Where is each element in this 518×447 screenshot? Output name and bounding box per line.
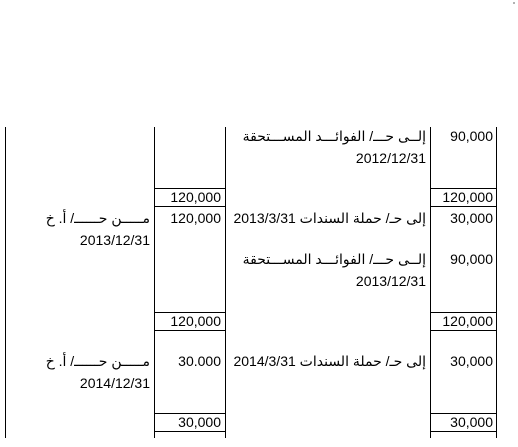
credit-row1-description: إلــى حـــ/ الفوائـــد المســـتحقة bbox=[242, 128, 426, 144]
debit-total2: 120,000 bbox=[170, 313, 221, 329]
credit-row1-date: 2012/12/31 bbox=[355, 150, 426, 166]
debit-total3: 30,000 bbox=[178, 414, 221, 430]
right-border-line bbox=[496, 127, 497, 438]
debit-total1-rule-bottom bbox=[154, 206, 225, 207]
credit-row1-amount: 90,000 bbox=[450, 128, 493, 144]
debit-total1: 120,000 bbox=[170, 189, 221, 205]
credit-total3: 30,000 bbox=[450, 414, 493, 430]
credit-total3-rule-bottom bbox=[430, 431, 496, 432]
debit-total2-rule-bottom bbox=[154, 330, 225, 331]
credit-row3-description: إلــى حـــ/ الفوائـــد المســـتحقة bbox=[242, 251, 426, 267]
credit-total2: 120,000 bbox=[442, 313, 493, 329]
credit-row4-amount: 30,000 bbox=[450, 353, 493, 369]
debit-total3-rule-bottom bbox=[154, 431, 225, 432]
credit-amount-left-line bbox=[430, 127, 431, 438]
credit-row2-amount: 30,000 bbox=[450, 210, 493, 226]
credit-row3-amount: 90,000 bbox=[450, 251, 493, 267]
credit-row3-date: 2013/12/31 bbox=[355, 273, 426, 289]
debit-amount-left-line bbox=[154, 127, 155, 438]
corner-dot bbox=[513, 2, 515, 4]
debit-row1-amount: 120,000 bbox=[170, 210, 221, 226]
debit-row1-date: 2013/12/31 bbox=[79, 232, 150, 248]
debit-row2-description: مـــــن حــــــ/ أ. خ bbox=[45, 353, 150, 369]
credit-total1: 120,000 bbox=[442, 189, 493, 205]
credit-total1-rule-bottom bbox=[430, 206, 496, 207]
credit-row2-description: إلى حـ/ حملة السندات 2013/3/31 bbox=[233, 210, 426, 226]
debit-row1-description: مـــــن حــــــ/ أ. خ bbox=[45, 210, 150, 226]
credit-row4-description: إلى حـ/ حملة السندات 2014/3/31 bbox=[233, 353, 426, 369]
debit-row2-date: 2014/12/31 bbox=[79, 375, 150, 391]
credit-total2-rule-bottom bbox=[430, 330, 496, 331]
debit-row2-amount: 30.000 bbox=[178, 353, 221, 369]
center-divider-line bbox=[225, 127, 226, 438]
